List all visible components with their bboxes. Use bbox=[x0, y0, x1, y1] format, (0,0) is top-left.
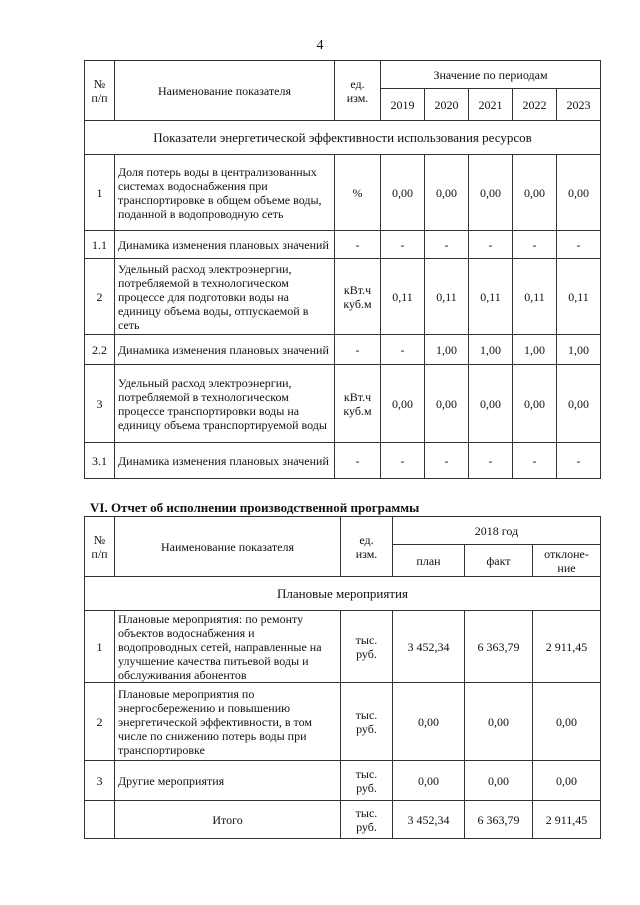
row-value: - bbox=[513, 443, 557, 479]
total-value: 3 452,34 bbox=[393, 801, 465, 839]
production-program-table bbox=[84, 516, 601, 839]
row-value: 0,11 bbox=[425, 259, 469, 335]
table-row bbox=[85, 259, 601, 335]
row-value: 0,00 bbox=[381, 365, 425, 443]
row-num: 3.1 bbox=[85, 443, 115, 479]
row-value: - bbox=[381, 231, 425, 259]
row-unit: тыс. руб. bbox=[341, 683, 393, 761]
row-value: - bbox=[557, 443, 601, 479]
row-value: - bbox=[381, 335, 425, 365]
row-value: 0,00 bbox=[425, 155, 469, 231]
row-unit: - bbox=[335, 231, 381, 259]
header-year: 2018 год bbox=[393, 517, 601, 545]
header-num: № п/п bbox=[85, 517, 115, 577]
header-unit: ед. изм. bbox=[335, 61, 381, 121]
row-value: 1,00 bbox=[425, 335, 469, 365]
header-fact: факт bbox=[465, 545, 533, 577]
row-value: 0,00 bbox=[465, 683, 533, 761]
row-value: - bbox=[425, 231, 469, 259]
header-year: 2020 bbox=[425, 89, 469, 121]
row-value: 0,00 bbox=[393, 761, 465, 801]
row-num: 2 bbox=[85, 259, 115, 335]
row-value: 2 911,45 bbox=[533, 611, 601, 683]
row-value: 0,00 bbox=[513, 155, 557, 231]
row-unit: кВт.ч куб.м bbox=[335, 365, 381, 443]
header-unit: ед. изм. bbox=[341, 517, 393, 577]
header-plan: план bbox=[393, 545, 465, 577]
total-num bbox=[85, 801, 115, 839]
row-num: 1.1 bbox=[85, 231, 115, 259]
total-value: 6 363,79 bbox=[465, 801, 533, 839]
row-value: 0,11 bbox=[557, 259, 601, 335]
row-value: 0,00 bbox=[469, 155, 513, 231]
row-value: 1,00 bbox=[557, 335, 601, 365]
section-title: VI. Отчет об исполнении производственной программы bbox=[90, 500, 420, 515]
table-row bbox=[85, 155, 601, 231]
row-value: 0,00 bbox=[425, 365, 469, 443]
header-name: Наименование показателя bbox=[115, 517, 341, 577]
energy-efficiency-table bbox=[84, 60, 601, 479]
row-value: 3 452,34 bbox=[393, 611, 465, 683]
row-num: 3 bbox=[85, 365, 115, 443]
header-deviation: отклоне- ние bbox=[533, 545, 601, 577]
row-num: 2 bbox=[85, 683, 115, 761]
row-unit: кВт.ч куб.м bbox=[335, 259, 381, 335]
header-year: 2022 bbox=[513, 89, 557, 121]
row-value: 1,00 bbox=[513, 335, 557, 365]
row-value: - bbox=[557, 231, 601, 259]
row-value: 0,00 bbox=[533, 761, 601, 801]
table-row bbox=[85, 761, 601, 801]
row-name: Динамика изменения плановых значений bbox=[115, 231, 335, 259]
row-value: - bbox=[513, 231, 557, 259]
row-num: 1 bbox=[85, 611, 115, 683]
table-row bbox=[85, 683, 601, 761]
row-unit: - bbox=[335, 335, 381, 365]
row-value: 0,11 bbox=[513, 259, 557, 335]
row-name: Плановые мероприятия: по ремонту объектов водоснабжения и водопроводных сетей, направленные на улучшение качества питьевой воды и обслуживания абонентов bbox=[115, 611, 341, 683]
row-value: 0,00 bbox=[469, 365, 513, 443]
header-num: № п/п bbox=[85, 61, 115, 121]
row-name: Удельный расход электроэнергии, потребляемой в технологическом процессе для подготовки воды на единицу объема воды, отпускаемой в сеть bbox=[115, 259, 335, 335]
row-value: 0,11 bbox=[381, 259, 425, 335]
row-value: 6 363,79 bbox=[465, 611, 533, 683]
row-value: - bbox=[381, 443, 425, 479]
row-value: 1,00 bbox=[469, 335, 513, 365]
row-num: 3 bbox=[85, 761, 115, 801]
header-year: 2023 bbox=[557, 89, 601, 121]
header-name: Наименование показателя bbox=[115, 61, 335, 121]
row-value: 0,00 bbox=[557, 365, 601, 443]
row-name: Динамика изменения плановых значений bbox=[115, 443, 335, 479]
header-year: 2021 bbox=[469, 89, 513, 121]
row-unit: - bbox=[335, 443, 381, 479]
row-value: 0,00 bbox=[557, 155, 601, 231]
section-row: Плановые мероприятия bbox=[85, 577, 601, 611]
row-value: 0,00 bbox=[513, 365, 557, 443]
row-value: - bbox=[469, 231, 513, 259]
row-value: - bbox=[469, 443, 513, 479]
total-unit: тыс. руб. bbox=[341, 801, 393, 839]
row-unit: % bbox=[335, 155, 381, 231]
total-row bbox=[85, 801, 601, 839]
header-periods: Значение по периодам bbox=[381, 61, 601, 89]
table-row bbox=[85, 335, 601, 365]
row-num: 2.2 bbox=[85, 335, 115, 365]
row-value: 0,11 bbox=[469, 259, 513, 335]
row-name: Плановые мероприятия по энергосбережению и повышению энергетической эффективности, в том числе по снижению потерь воды при транспортировке bbox=[115, 683, 341, 761]
table-row bbox=[85, 611, 601, 683]
total-name: Итого bbox=[115, 801, 341, 839]
row-name: Доля потерь воды в централизованных системах водоснабжения при транспортировке в общем объеме воды, поданной в водопроводную сеть bbox=[115, 155, 335, 231]
row-value: 0,00 bbox=[533, 683, 601, 761]
table-row bbox=[85, 443, 601, 479]
row-num: 1 bbox=[85, 155, 115, 231]
row-value: 0,00 bbox=[381, 155, 425, 231]
row-unit: тыс. руб. bbox=[341, 611, 393, 683]
row-value: - bbox=[425, 443, 469, 479]
header-year: 2019 bbox=[381, 89, 425, 121]
row-name: Удельный расход электроэнергии, потребляемой в технологическом процессе транспортировки воды на единицу объема транспортируемой воды bbox=[115, 365, 335, 443]
section-row: Показатели энергетической эффективности использования ресурсов bbox=[85, 121, 601, 155]
table-row bbox=[85, 231, 601, 259]
row-value: 0,00 bbox=[465, 761, 533, 801]
row-name: Динамика изменения плановых значений bbox=[115, 335, 335, 365]
row-value: 0,00 bbox=[393, 683, 465, 761]
row-name: Другие мероприятия bbox=[115, 761, 341, 801]
total-value: 2 911,45 bbox=[533, 801, 601, 839]
table-row bbox=[85, 365, 601, 443]
row-unit: тыс. руб. bbox=[341, 761, 393, 801]
page-number: 4 bbox=[316, 38, 324, 53]
